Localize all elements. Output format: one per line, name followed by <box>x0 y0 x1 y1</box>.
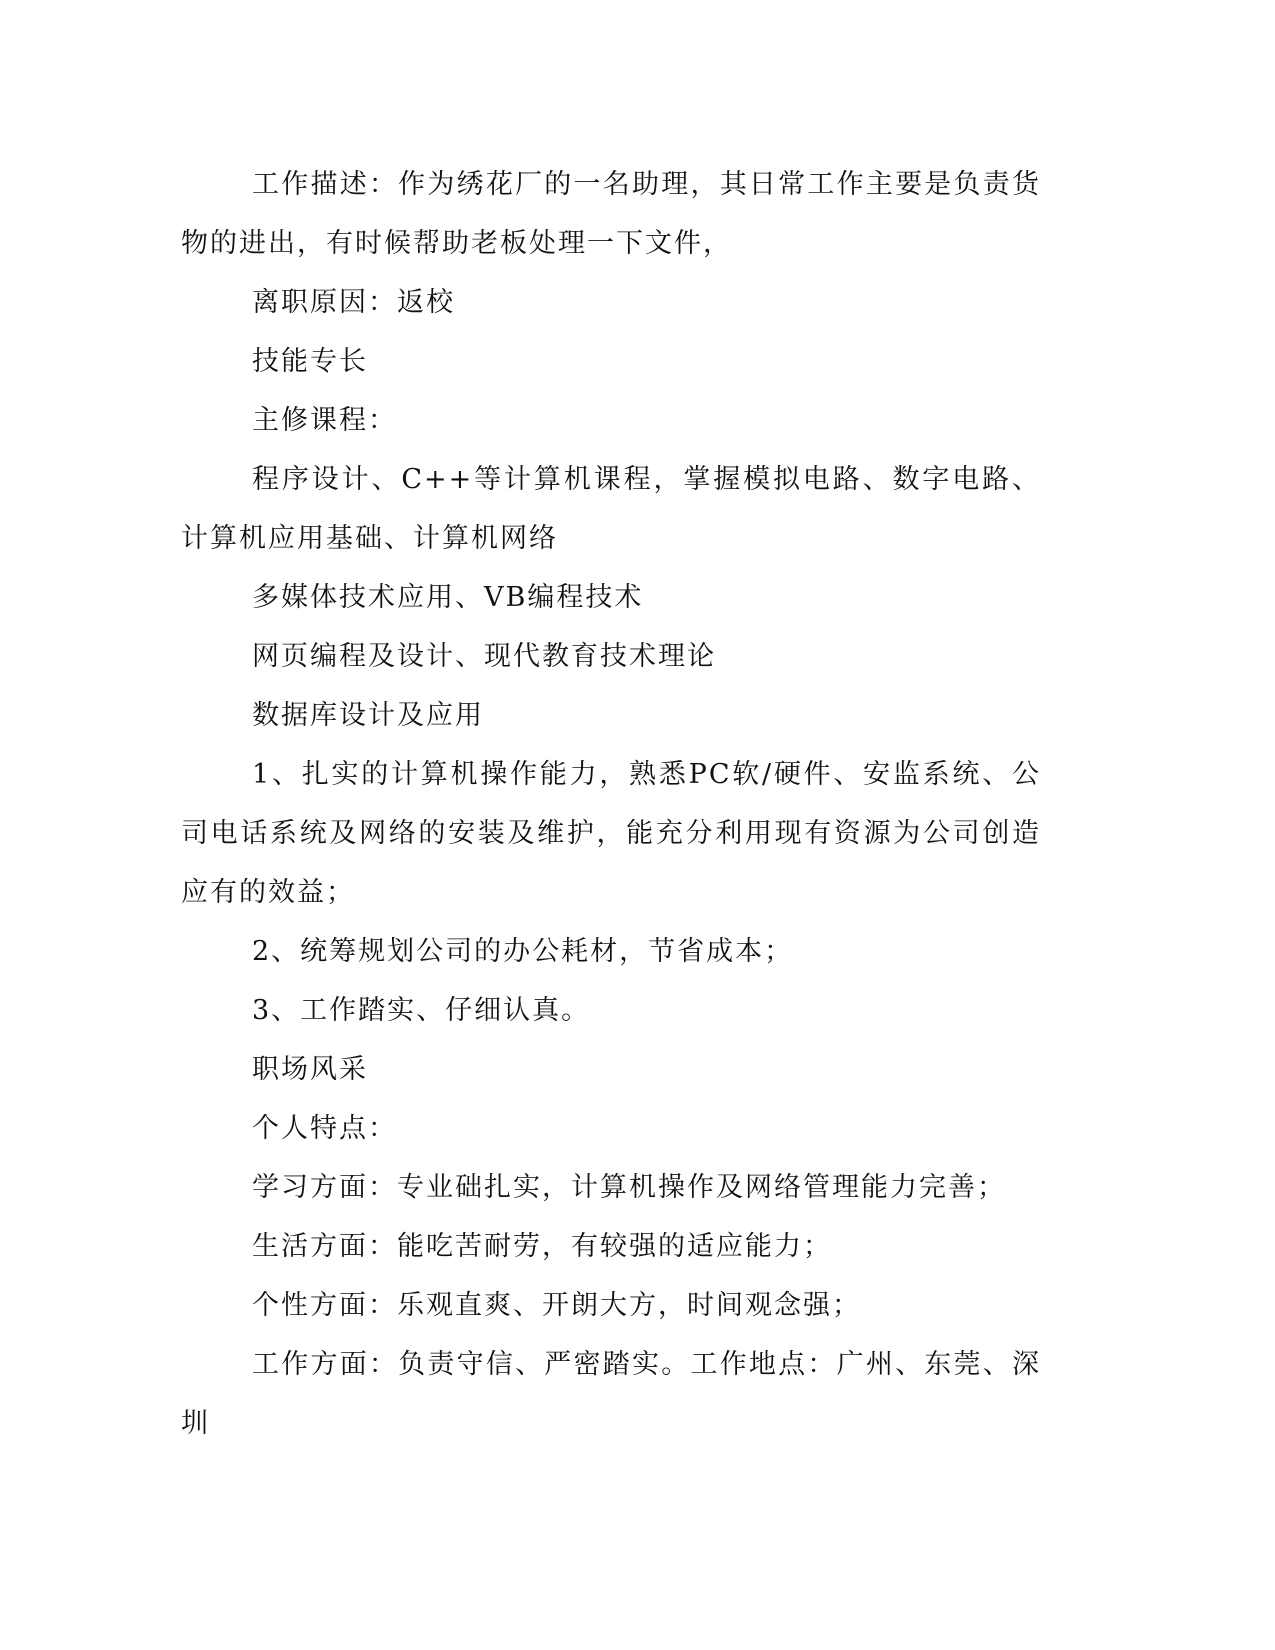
heading-personal-traits: 个人特点： <box>252 1113 397 1144</box>
paragraph-reason-for-leaving: 离职原因：返校 <box>252 287 455 318</box>
paragraph-trait-personality: 个性方面：乐观直爽、开朗大方，时间观念强； <box>252 1290 861 1321</box>
paragraph-job-description: 工作描述：作为绣花厂的一名助理，其日常工作主要是负责货物的进出，有时候帮助老板处理一下文件， <box>181 169 1041 259</box>
paragraph-skill-1: 1、扎实的计算机操作能力，熟悉PC软/硬件、安监系统、公司电话系统及网络的安装及维护，能充分利用现有资源为公司创造应有的效益； <box>181 759 1041 908</box>
paragraph-courses-multimedia: 多媒体技术应用、VB编程技术 <box>252 582 644 613</box>
paragraph-skill-2: 2、统筹规划公司的办公耗材，节省成本； <box>252 936 794 967</box>
heading-main-courses: 主修课程： <box>252 405 397 436</box>
paragraph-skill-3: 3、工作踏实、仔细认真。 <box>252 995 591 1026</box>
paragraph-courses-database: 数据库设计及应用 <box>252 700 484 731</box>
paragraph-trait-study: 学习方面：专业础扎实，计算机操作及网络管理能力完善； <box>252 1172 1006 1203</box>
paragraph-trait-work: 工作方面：负责守信、严密踏实。工作地点：广州、东莞、深圳 <box>181 1349 1041 1439</box>
heading-skills: 技能专长 <box>252 346 368 377</box>
paragraph-trait-life: 生活方面：能吃苦耐劳，有较强的适应能力； <box>252 1231 832 1262</box>
paragraph-courses-programming: 程序设计、C++等计算机课程，掌握模拟电路、数字电路、计算机应用基础、计算机网络 <box>181 464 1041 554</box>
heading-workplace-style: 职场风采 <box>252 1054 368 1085</box>
document-body <box>181 155 1041 1453</box>
paragraph-courses-web: 网页编程及设计、现代教育技术理论 <box>252 641 716 672</box>
